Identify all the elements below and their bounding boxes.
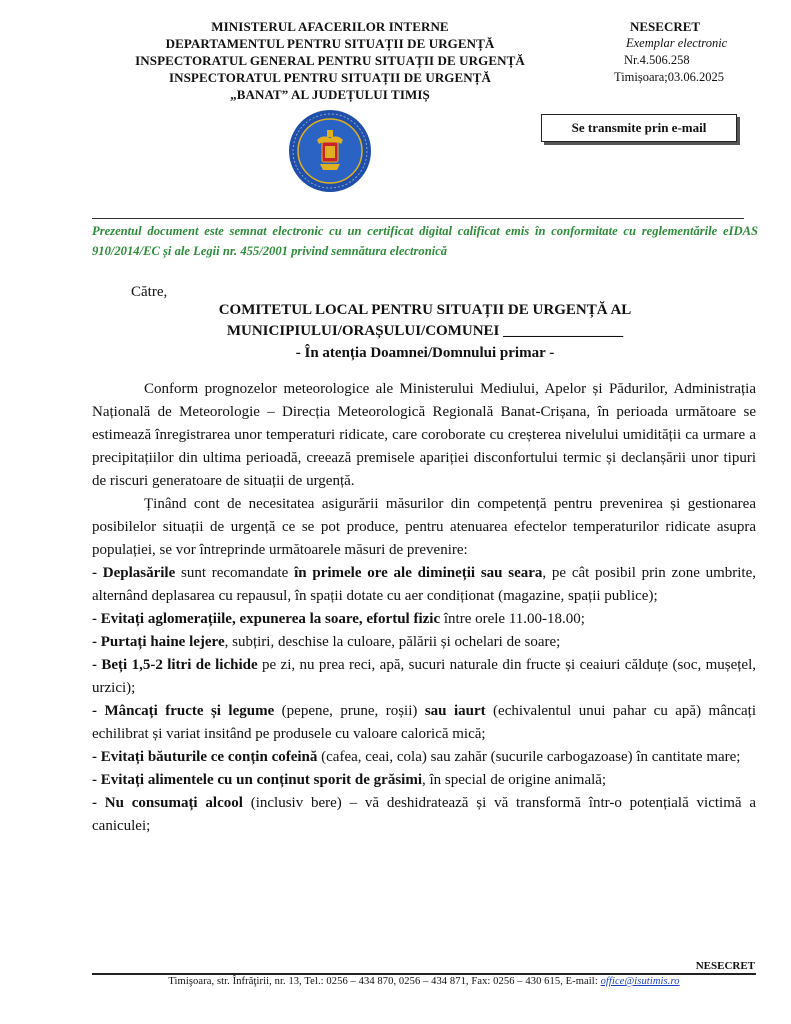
addressee-committee [92, 300, 758, 342]
footer-classification: NESECRET [695, 960, 755, 972]
paragraph: Ținând cont de necesitatea asigurării măsurilor din competență pentru prevenirea și gestionarea posibilelor situații de urgență ce se pot produce, pentru atenuarea efectelor temperaturilor ridicate asupra populației, se vor întreprinde următoarele măsuri de prevenire: [92, 496, 756, 558]
document-meta [600, 18, 770, 86]
addressee-attention: - În atenția Doamnei/Domnului primar - [295, 345, 555, 361]
place-date: Timișoara;03.06.2025 [614, 70, 724, 84]
issuer-line: INSPECTORATUL GENERAL PENTRU SITUAȚII DE URGENȚĂ [135, 53, 525, 68]
addressee-line: COMITETUL LOCAL PENTRU SITUAȚII DE URGENȚĂ AL [218, 302, 632, 318]
issuer-header [80, 18, 580, 103]
transmit-by-email-box: Se transmite prin e-mail [541, 114, 737, 142]
footer-address [92, 976, 756, 987]
measure-item: - Evitați aglomerațiile, expunerea la soare, efortul fizic între orele 11.00-18.00; [92, 611, 585, 627]
electronic-signature-notice: Prezentul document este semnat electronic cu un certificat digital calificat emis în conformitate cu reglementările eIDAS 910/2014/EC și ale Legii nr. 455/2001 privind semnătura electronică [92, 224, 758, 258]
header-divider [92, 218, 744, 219]
measure-item: - Evitați băuturile ce conțin cofeină (cafea, ceai, cola) sau zahăr (sucurile carbogazoase) în cantitate mare; [92, 749, 741, 765]
footer-email-link[interactable]: office@isutimis.ro [600, 976, 680, 987]
classification-label: NESECRET [630, 19, 701, 34]
letter-body [92, 378, 756, 838]
footer-divider [92, 973, 756, 975]
issuer-line: DEPARTAMENTUL PENTRU SITUAȚII DE URGENȚĂ [165, 36, 495, 51]
measure-item: - Mâncați fructe și legume (pepene, prune, roșii) sau iaurt (echivalentul unui pahar cu apă) mâncați echilibrat și variat insitând pe produsele cu valoare calorică mică; [92, 703, 757, 742]
isu-banat-coat-of-arms-icon [287, 108, 373, 194]
measure-item: - Deplasările sunt recomandate în primele ore ale dimineții sau seara, pe cât posibil prin zone umbrite, alternând deplasarea cu repausul, în spații dotate cu aer condiționat (magazine, spații publice); [92, 565, 756, 604]
issuer-line: MINISTERUL AFACERILOR INTERNE [211, 19, 449, 34]
paragraph: Conform prognozelor meteorologice ale Ministerului Mediului, Apelor și Pădurilor, Administrația Națională de Meteorologie – Direcția Meteorologică Regională Banat-Crișana, în perioada următoare se estimează înregistrarea unor temperaturi ridicate, care coroborate cu creșterea nivelului umidității ca urmare a precipitațiilor din ultima perioadă, creează premisele apariției disconfortului termic și declanșării unor tipuri de riscuri generatoare de situații de urgență. [92, 381, 756, 489]
measure-item: - Purtați haine lejere, subțiri, deschise la culoare, pălării și ochelari de soare; [92, 634, 561, 650]
addressee-to: Către, [131, 284, 168, 300]
measure-item: - Nu consumați alcool (inclusiv bere) – vă deshidratează și vă transformă într-o potențială victimă a caniculei; [92, 795, 756, 834]
footer-address-text: Timişoara, str. Înfrăţirii, nr. 13, Tel.: 0256 – 434 870, 0256 – 434 871, Fax: 0256 – 430 615, E-mail: [168, 976, 601, 987]
addressee-line: MUNICIPIULUI/ORAȘULUI/COMUNEI ________________ [226, 323, 624, 339]
measure-item: - Evitați alimentele cu un conținut sporit de grăsimi, în special de origine animală; [92, 772, 607, 788]
copy-type: Exemplar electronic [626, 36, 728, 50]
registration-number: Nr.4.506.258 [624, 53, 690, 67]
issuer-line: INSPECTORATUL PENTRU SITUAȚII DE URGENȚĂ [168, 70, 492, 85]
issuer-line: „BANAT” AL JUDEȚULUI TIMIȘ [230, 87, 430, 102]
measure-item: - Beți 1,5-2 litri de lichide pe zi, nu prea reci, apă, sucuri naturale din fructe și ceaiuri călduțe (soc, mușețel, urzici); [92, 657, 756, 696]
